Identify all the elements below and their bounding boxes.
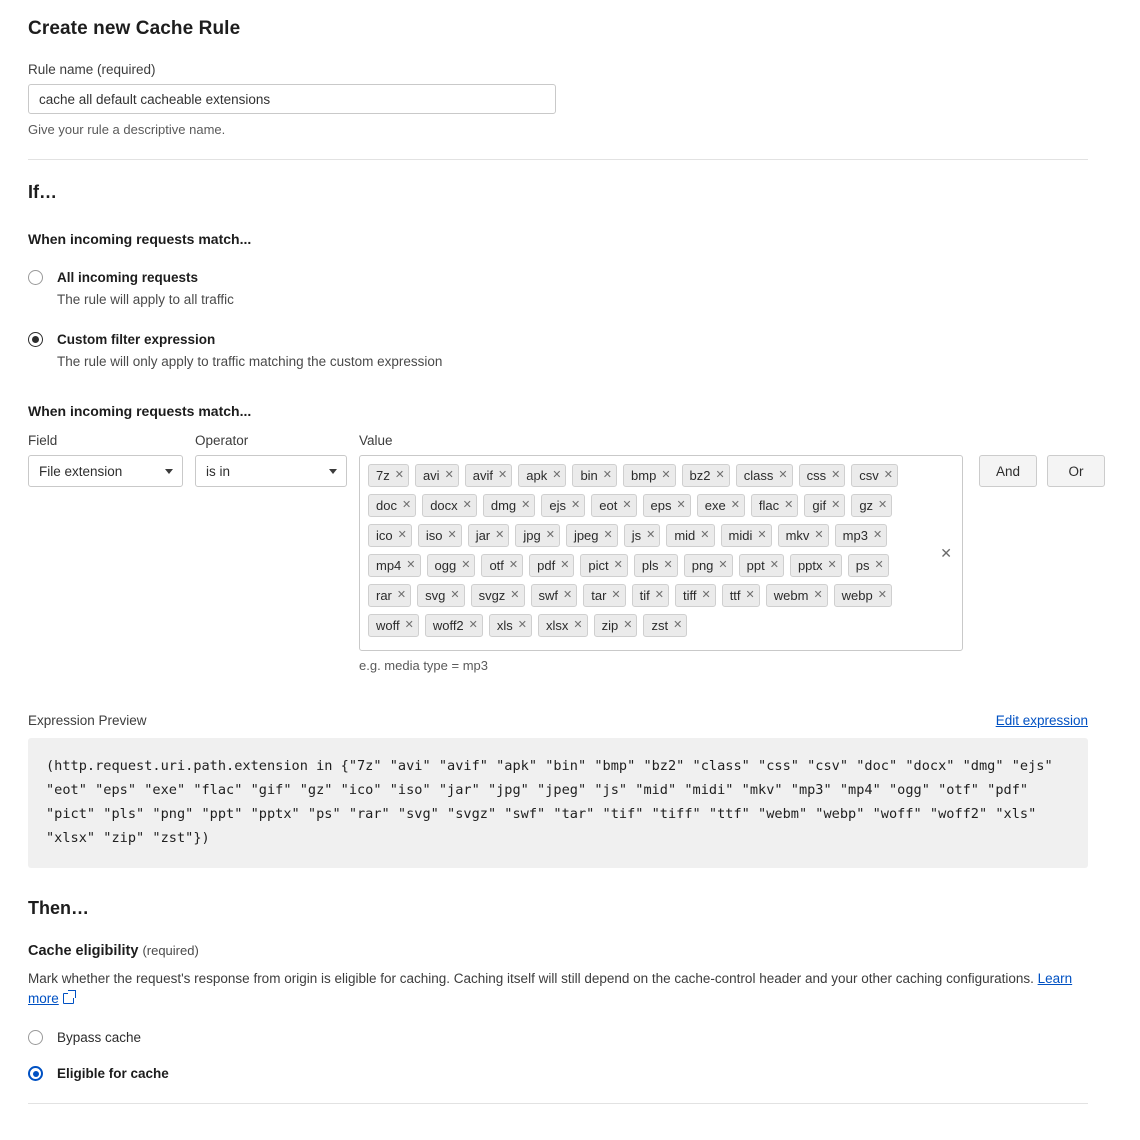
token-list <box>368 464 928 644</box>
value-token[interactable] <box>851 494 892 517</box>
remove-token-icon[interactable]: ✕ <box>602 469 613 481</box>
value-token[interactable] <box>632 584 669 607</box>
value-helper: e.g. media type = mp3 <box>359 658 488 673</box>
value-token-label: xls <box>496 618 513 633</box>
rule-name-label: Rule name (required) <box>28 62 156 77</box>
value-token-label: xlsx <box>546 618 569 633</box>
value-token-label: exe <box>704 498 726 513</box>
value-token[interactable] <box>739 554 784 577</box>
value-token[interactable] <box>471 584 525 607</box>
value-token[interactable] <box>594 614 638 637</box>
remove-token-icon[interactable]: ✕ <box>461 559 471 571</box>
remove-token-icon[interactable]: ✕ <box>784 499 794 511</box>
expression-heading: When incoming requests match... <box>28 403 252 419</box>
value-token[interactable] <box>481 554 523 577</box>
value-token[interactable] <box>851 464 898 487</box>
remove-token-icon[interactable]: ✕ <box>646 529 656 541</box>
value-token[interactable] <box>418 524 462 547</box>
value-token[interactable] <box>697 494 745 517</box>
value-token-label: mid <box>674 528 696 543</box>
remove-token-icon[interactable]: ✕ <box>622 499 632 511</box>
value-token[interactable] <box>766 584 828 607</box>
radio-eligible-for-cache[interactable] <box>28 1065 1088 1081</box>
remove-token-icon[interactable]: ✕ <box>444 469 454 481</box>
remove-token-icon[interactable]: ✕ <box>552 469 562 481</box>
value-token[interactable] <box>799 464 846 487</box>
value-token-label: bin <box>580 468 598 483</box>
value-token-label: docx <box>430 498 458 513</box>
remove-token-icon[interactable]: ✕ <box>498 469 508 481</box>
remove-token-icon[interactable]: ✕ <box>827 559 837 571</box>
remove-token-icon[interactable]: ✕ <box>404 619 414 631</box>
value-token[interactable] <box>682 464 730 487</box>
value-token[interactable] <box>566 524 618 547</box>
operator-label: Operator <box>195 433 249 448</box>
radio-label-custom-filter: Custom filter expression <box>57 332 216 347</box>
value-token-label: flac <box>758 498 780 513</box>
remove-token-icon[interactable]: ✕ <box>831 469 841 481</box>
remove-token-icon[interactable]: ✕ <box>462 499 472 511</box>
and-button[interactable]: And <box>979 455 1037 487</box>
remove-token-icon[interactable]: ✕ <box>571 499 581 511</box>
field-select[interactable] <box>28 455 183 487</box>
value-token-input[interactable] <box>359 455 963 651</box>
value-token-label: woff2 <box>432 618 464 633</box>
value-token-label: pls <box>641 558 659 573</box>
remove-token-icon[interactable]: ✕ <box>718 559 728 571</box>
value-token-label: eps <box>650 498 672 513</box>
page-title: Create new Cache Rule <box>28 18 241 39</box>
value-token-label: ogg <box>434 558 457 573</box>
remove-token-icon[interactable]: ✕ <box>517 619 527 631</box>
remove-token-icon[interactable]: ✕ <box>563 589 573 601</box>
value-token-label: tiff <box>682 588 697 603</box>
value-token[interactable] <box>624 524 661 547</box>
value-token-label: 7z <box>376 468 390 483</box>
value-token[interactable] <box>583 584 625 607</box>
remove-token-icon[interactable]: ✕ <box>878 499 888 511</box>
remove-token-icon[interactable]: ✕ <box>406 559 416 571</box>
value-token-label: apk <box>526 468 548 483</box>
value-token[interactable] <box>721 524 772 547</box>
value-token[interactable] <box>591 494 636 517</box>
then-section-title: Then… <box>28 898 89 918</box>
remove-token-icon[interactable]: ✕ <box>813 589 823 601</box>
remove-token-icon[interactable]: ✕ <box>654 589 664 601</box>
value-token[interactable] <box>580 554 627 577</box>
value-token[interactable] <box>515 524 560 547</box>
remove-token-icon[interactable]: ✕ <box>663 559 673 571</box>
value-token[interactable] <box>778 524 829 547</box>
cache-eligibility-required: (required) <box>142 943 199 958</box>
value-token[interactable] <box>368 614 419 637</box>
value-token[interactable] <box>518 464 566 487</box>
value-token[interactable] <box>643 494 691 517</box>
value-token-label: gz <box>859 498 874 513</box>
field-label: Field <box>28 433 58 448</box>
remove-token-icon[interactable]: ✕ <box>673 619 683 631</box>
value-token-label: pptx <box>797 558 823 573</box>
chevron-down-icon <box>165 469 173 474</box>
remove-token-icon[interactable]: ✕ <box>700 529 710 541</box>
value-token-label: ejs <box>549 498 567 513</box>
value-token-label: ttf <box>729 588 741 603</box>
value-token[interactable] <box>666 524 714 547</box>
remove-token-icon[interactable]: ✕ <box>495 529 505 541</box>
value-token[interactable] <box>489 614 532 637</box>
value-token-label: woff <box>376 618 400 633</box>
value-token[interactable] <box>835 524 888 547</box>
value-token[interactable] <box>483 494 536 517</box>
remove-token-icon[interactable]: ✕ <box>396 589 407 601</box>
remove-token-icon[interactable]: ✕ <box>573 619 583 631</box>
learn-more-link[interactable]: Learn more <box>28 971 1073 1006</box>
value-token[interactable] <box>643 614 687 637</box>
radio-desc-all-requests: The rule will apply to all traffic <box>57 292 234 307</box>
remove-token-icon[interactable]: ✕ <box>874 559 884 571</box>
value-token[interactable] <box>834 584 892 607</box>
value-token[interactable] <box>790 554 842 577</box>
remove-token-icon[interactable]: ✕ <box>468 619 478 631</box>
radio-all-incoming-requests[interactable] <box>28 269 1088 307</box>
field-select-value: File extension <box>39 463 123 479</box>
value-token[interactable] <box>368 554 421 577</box>
value-token[interactable] <box>722 584 760 607</box>
value-token[interactable] <box>848 554 889 577</box>
radio-icon-eligible-for-cache[interactable] <box>28 1066 43 1081</box>
if-section-title: If… <box>28 182 57 202</box>
operator-column <box>195 433 347 487</box>
match-heading: When incoming requests match... <box>28 231 252 247</box>
value-token[interactable] <box>368 494 416 517</box>
remove-token-icon[interactable]: ✕ <box>778 469 788 481</box>
value-token-label: dmg <box>490 498 517 513</box>
logic-buttons <box>979 433 1105 487</box>
value-token-label: iso <box>425 528 443 543</box>
value-token[interactable] <box>529 554 574 577</box>
expression-preview-text: (http.request.uri.path.extension in {"7z" "avi" "avif" "apk" "bin" "bmp" "bz2" "class" "css" "csv" "doc" "docx" "dmg" "ejs" "eot" "eps" "exe" "flac" "gif" "gz" "ico" "iso" "jar" "jpg" "jpeg" "js" "mid" "midi" "mkv" "mp3" "mp4" "ogg" "otf" "pdf" "pict" "pls" "png" "ppt" "pptx" "ps" "rar" "svg" "svgz" "swf" "tar" "tif" "tiff" "ttf" "webm" "webp" "woff" "woff2" "xls" "xlsx" "zip" "zst"}) <box>28 738 1088 868</box>
value-label: Value <box>359 433 393 448</box>
value-token-label: pict <box>588 558 609 573</box>
rule-name-helper: Give your rule a descriptive name. <box>28 122 226 137</box>
operator-select[interactable] <box>195 455 347 487</box>
value-token-label: ico <box>376 528 393 543</box>
remove-token-icon[interactable]: ✕ <box>611 589 621 601</box>
remove-token-icon[interactable]: ✕ <box>603 529 613 541</box>
rule-name-group <box>28 62 1088 137</box>
value-token[interactable] <box>368 464 409 487</box>
remove-token-icon[interactable]: ✕ <box>394 469 404 481</box>
remove-token-icon[interactable]: ✕ <box>661 469 671 481</box>
or-button[interactable]: Or <box>1047 455 1105 487</box>
radio-icon-custom-filter[interactable] <box>28 332 43 347</box>
value-token-label: tif <box>639 588 650 603</box>
value-token[interactable] <box>623 464 676 487</box>
remove-token-icon[interactable]: ✕ <box>450 589 460 601</box>
value-token-label: bz2 <box>689 468 711 483</box>
value-token-label: doc <box>376 498 397 513</box>
value-token[interactable] <box>751 494 798 517</box>
value-token-label: pdf <box>537 558 556 573</box>
value-token-label: js <box>631 528 642 543</box>
value-token[interactable] <box>684 554 733 577</box>
value-token[interactable] <box>541 494 585 517</box>
edit-expression-link[interactable]: Edit expression <box>995 713 1088 728</box>
value-token-label: css <box>806 468 827 483</box>
radio-bypass-cache[interactable] <box>28 1029 1088 1045</box>
value-token[interactable] <box>368 584 411 607</box>
value-token[interactable] <box>368 524 412 547</box>
remove-token-icon[interactable]: ✕ <box>510 589 520 601</box>
radio-custom-filter-expression[interactable] <box>28 331 1088 369</box>
value-token-label: class <box>743 468 774 483</box>
remove-token-icon[interactable]: ✕ <box>769 559 779 571</box>
divider-top <box>28 159 1088 160</box>
value-token-label: jar <box>475 528 491 543</box>
value-token-label: jpeg <box>573 528 599 543</box>
value-column <box>359 433 963 673</box>
value-token[interactable] <box>427 554 476 577</box>
expression-preview-label: Expression Preview <box>28 713 147 728</box>
remove-token-icon[interactable]: ✕ <box>701 589 711 601</box>
radio-label-all-requests: All incoming requests <box>57 270 199 285</box>
value-token-label: tar <box>591 588 607 603</box>
remove-token-icon[interactable]: ✕ <box>508 559 519 571</box>
value-token-label: webp <box>841 588 873 603</box>
expression-builder-row <box>28 433 1088 673</box>
remove-token-icon[interactable]: ✕ <box>730 499 740 511</box>
radio-label-eligible-for-cache: Eligible for cache <box>57 1065 169 1081</box>
value-token[interactable] <box>538 614 588 637</box>
value-token-label: ppt <box>746 558 765 573</box>
remove-token-icon[interactable]: ✕ <box>831 499 841 511</box>
value-token-label: webm <box>773 588 809 603</box>
value-token-label: zst <box>651 618 669 633</box>
external-link-icon <box>63 993 74 1004</box>
value-token-label: eot <box>599 498 618 513</box>
remove-token-icon[interactable]: ✕ <box>447 529 457 541</box>
value-token-label: svg <box>425 588 446 603</box>
value-token[interactable] <box>465 464 512 487</box>
remove-token-icon[interactable]: ✕ <box>623 619 633 631</box>
value-token[interactable] <box>422 494 477 517</box>
value-token[interactable] <box>804 494 845 517</box>
value-token-label: png <box>691 558 714 573</box>
value-token-label: midi <box>728 528 753 543</box>
value-token[interactable] <box>675 584 716 607</box>
remove-token-icon[interactable]: ✕ <box>401 499 412 511</box>
remove-token-icon[interactable]: ✕ <box>872 529 883 541</box>
remove-token-icon[interactable]: ✕ <box>545 529 555 541</box>
value-token-label: bmp <box>631 468 657 483</box>
remove-token-icon[interactable]: ✕ <box>745 589 755 601</box>
value-token-label: avif <box>472 468 494 483</box>
remove-token-icon[interactable]: ✕ <box>397 529 407 541</box>
remove-token-icon[interactable]: ✕ <box>613 559 623 571</box>
value-token-label: svgz <box>478 588 506 603</box>
remove-token-icon[interactable]: ✕ <box>715 469 725 481</box>
value-token-label: csv <box>859 468 879 483</box>
cache-eligibility-title: Cache eligibility <box>28 943 139 959</box>
cache-eligibility-heading <box>28 943 1088 959</box>
chevron-down-icon <box>329 469 337 474</box>
remove-token-icon[interactable]: ✕ <box>877 589 887 601</box>
value-token-label: mkv <box>785 528 810 543</box>
value-token-label: jpg <box>523 528 541 543</box>
value-token[interactable] <box>468 524 510 547</box>
value-token[interactable] <box>425 614 483 637</box>
remove-token-icon[interactable]: ✕ <box>757 529 767 541</box>
value-token[interactable] <box>736 464 793 487</box>
value-token-label: swf <box>538 588 559 603</box>
value-token[interactable] <box>531 584 578 607</box>
value-token-label: mp4 <box>376 558 402 573</box>
radio-label-bypass-cache: Bypass cache <box>57 1029 142 1045</box>
value-token-label: gif <box>812 498 827 513</box>
rule-name-input[interactable] <box>28 84 556 114</box>
value-token-label: zip <box>601 618 619 633</box>
radio-icon-bypass-cache[interactable] <box>28 1030 43 1045</box>
value-token-label: otf <box>489 558 504 573</box>
value-token-label: rar <box>376 588 392 603</box>
value-token-label: ps <box>855 558 870 573</box>
cache-eligibility-description <box>28 969 1088 1009</box>
value-token-label: avi <box>422 468 440 483</box>
clear-all-icon[interactable]: ✕ <box>940 545 952 561</box>
value-token-label: mp3 <box>842 528 868 543</box>
radio-desc-custom-filter: The rule will only apply to traffic matching the custom expression <box>57 354 443 369</box>
expression-preview-header <box>28 713 1088 728</box>
radio-icon-all-requests[interactable] <box>28 270 43 285</box>
remove-token-icon[interactable]: ✕ <box>814 529 824 541</box>
remove-token-icon[interactable]: ✕ <box>883 469 893 481</box>
operator-select-value: is in <box>206 463 231 479</box>
value-token[interactable] <box>415 464 459 487</box>
cache-eligibility-description-text: Mark whether the request's response from origin is eligible for caching. Caching itself will still depend on the cache-control header and your other caching configurations. <box>28 971 1038 986</box>
field-column <box>28 433 183 487</box>
value-token[interactable] <box>634 554 678 577</box>
value-token[interactable] <box>417 584 464 607</box>
remove-token-icon[interactable]: ✕ <box>676 499 686 511</box>
remove-token-icon[interactable]: ✕ <box>560 559 570 571</box>
divider-bottom <box>28 1103 1088 1104</box>
value-token[interactable] <box>572 464 617 487</box>
remove-token-icon[interactable]: ✕ <box>521 499 531 511</box>
